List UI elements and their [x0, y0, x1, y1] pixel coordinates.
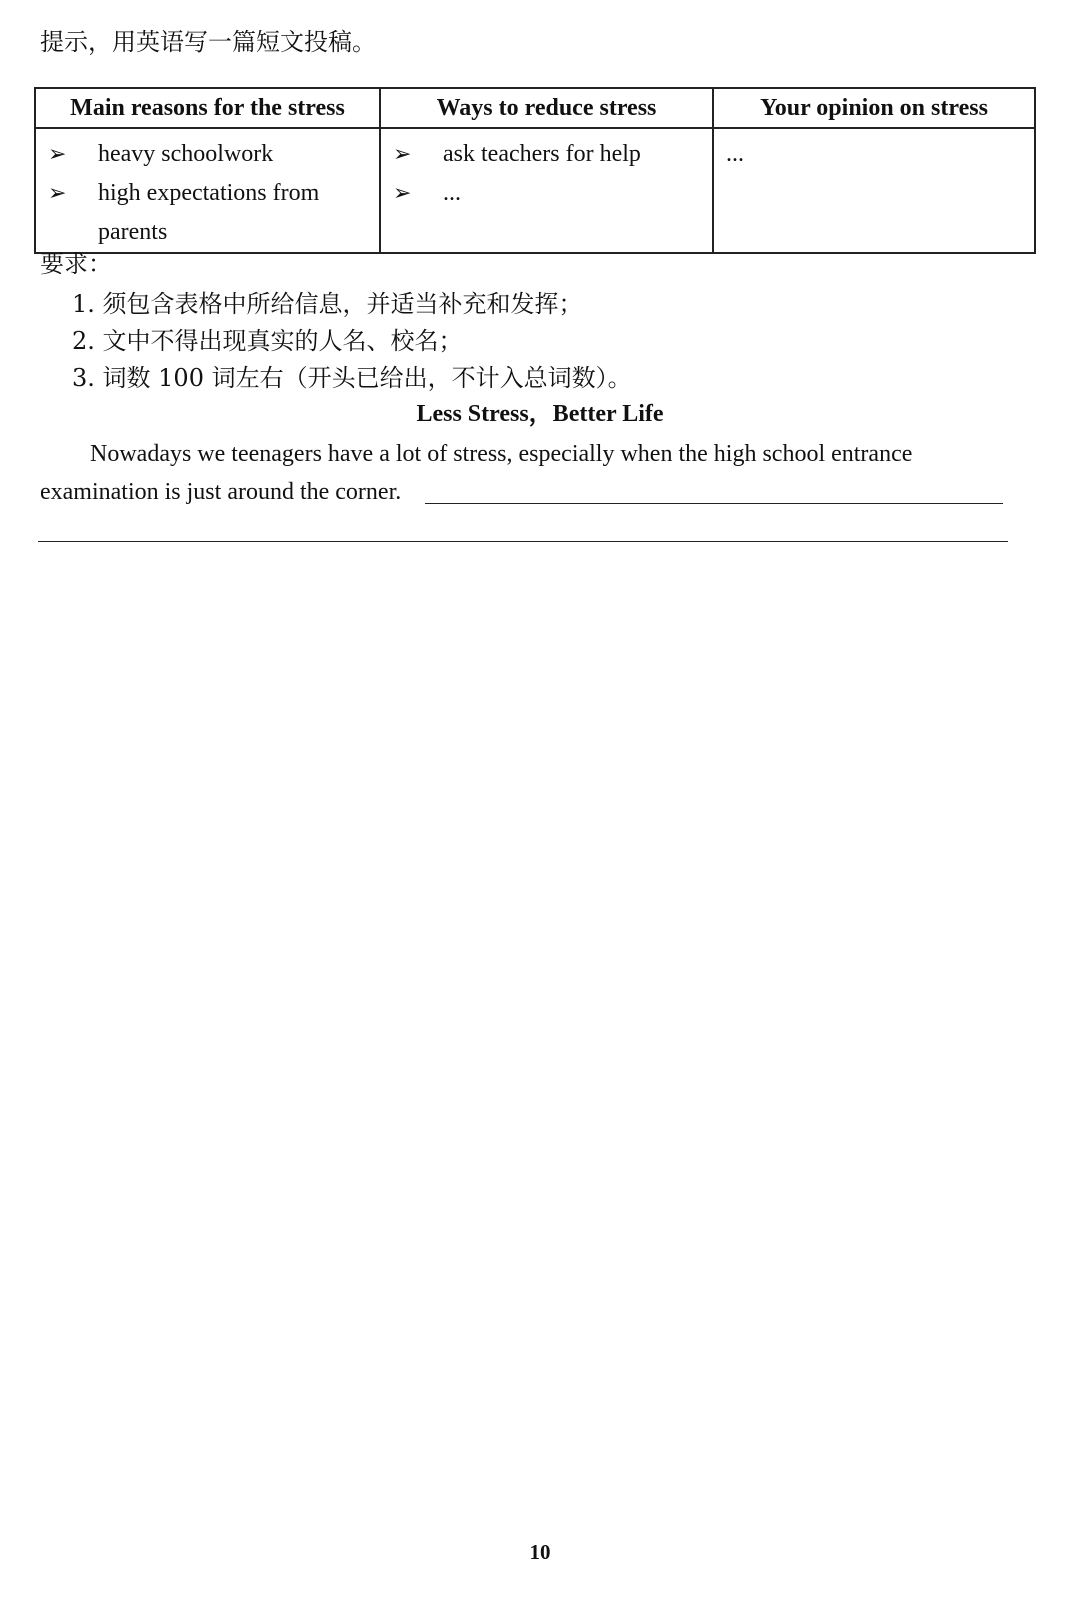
header-your-opinion: Your opinion on stress	[713, 88, 1035, 128]
essay-title: Less Stress，Better Life	[416, 401, 664, 427]
requirement-item: 1. 须包含表格中所给信息，并适当补充和发挥；	[72, 290, 583, 318]
page-number: 10	[529, 1540, 551, 1564]
arrow-bullet-icon: ➢	[393, 181, 412, 206]
arrow-bullet-icon: ➢	[48, 142, 67, 167]
requirement-item: 2. 文中不得出现真实的人名、校名；	[72, 327, 463, 355]
writing-hint: 提示，用英语写一篇短文投稿。	[40, 28, 376, 56]
information-table	[34, 87, 1036, 254]
essay-opening-line-2: examination is just around the corner.	[40, 479, 402, 505]
list-item	[393, 135, 704, 174]
cell-your-opinion	[713, 128, 1035, 253]
requirements-title: 要求：	[40, 250, 112, 278]
header-ways-to-reduce: Ways to reduce stress	[380, 88, 713, 128]
essay-opening-line-1: Nowadays we teenagers have a lot of stress, especially when the high school entrance	[90, 441, 913, 467]
way-text: ...	[443, 180, 461, 206]
requirement-item: 3. 词数 100 词左右（开头已给出，不计入总词数）。	[72, 364, 632, 392]
list-item	[48, 174, 371, 252]
reason-text: heavy schoolwork	[98, 141, 274, 167]
writing-blank-line[interactable]	[425, 503, 1003, 504]
reason-text: high expectations from parents	[98, 180, 320, 245]
requirements-list	[72, 286, 632, 397]
header-main-reasons: Main reasons for the stress	[35, 88, 380, 128]
cell-ways-to-reduce	[380, 128, 713, 253]
list-item	[393, 174, 704, 213]
arrow-bullet-icon: ➢	[48, 181, 67, 206]
writing-blank-line[interactable]	[38, 541, 1008, 542]
opinion-text: ...	[726, 141, 744, 167]
list-item	[48, 135, 371, 174]
way-text: ask teachers for help	[443, 141, 641, 167]
table-row	[35, 128, 1035, 253]
cell-main-reasons	[35, 128, 380, 253]
arrow-bullet-icon: ➢	[393, 142, 412, 167]
table-header-row	[35, 88, 1035, 128]
